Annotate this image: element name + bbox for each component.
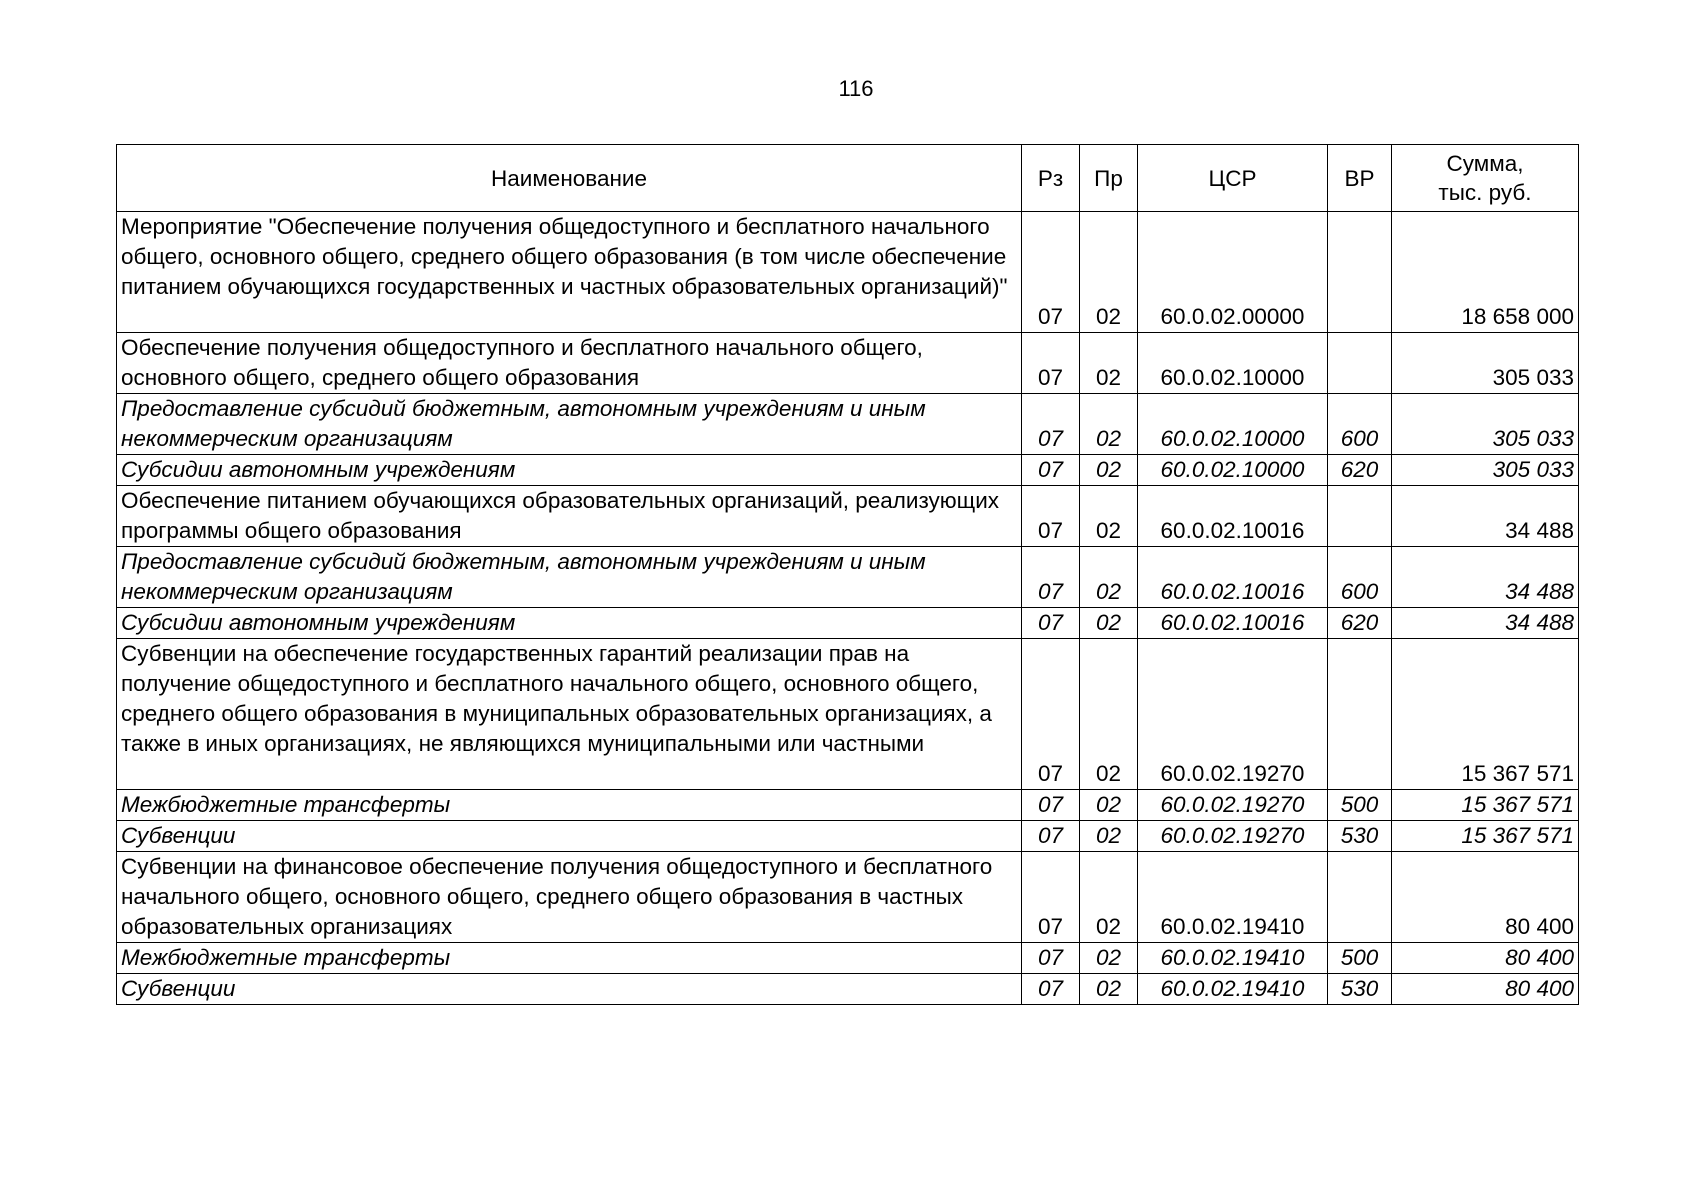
table-row [117,821,1579,852]
header-pr: Пр [1080,145,1138,212]
table-row [117,608,1579,639]
cell-csr: 60.0.02.10000 [1138,333,1328,394]
header-rz: Рз [1022,145,1080,212]
header-vr: ВР [1328,145,1392,212]
cell-sum: 305 033 [1392,455,1579,486]
cell-rz: 07 [1022,212,1080,333]
cell-name: Субвенции на обеспечение государственных гарантий реализации прав на получение общедоступного и бесплатного начального общего, основного общего, среднего общего образования в муниципальных образовательных организациях, а также в иных организациях, не являющихся муниципальными или частными [117,639,1022,790]
cell-sum: 305 033 [1392,333,1579,394]
cell-pr: 02 [1080,852,1138,943]
header-sum-line1: Сумма, [1446,151,1524,176]
cell-rz: 07 [1022,394,1080,455]
table-row [117,790,1579,821]
cell-name: Обеспечение получения общедоступного и бесплатного начального общего, основного общего, среднего общего образования [117,333,1022,394]
cell-rz: 07 [1022,821,1080,852]
cell-pr: 02 [1080,212,1138,333]
cell-pr: 02 [1080,639,1138,790]
cell-csr: 60.0.02.19410 [1138,974,1328,1005]
cell-csr: 60.0.02.19270 [1138,821,1328,852]
cell-vr [1328,486,1392,547]
cell-csr: 60.0.02.10000 [1138,394,1328,455]
cell-pr: 02 [1080,790,1138,821]
cell-rz: 07 [1022,943,1080,974]
cell-vr [1328,212,1392,333]
table-row [117,394,1579,455]
cell-pr: 02 [1080,547,1138,608]
cell-csr: 60.0.02.10016 [1138,547,1328,608]
cell-pr: 02 [1080,333,1138,394]
cell-vr [1328,852,1392,943]
cell-rz: 07 [1022,486,1080,547]
cell-name: Предоставление субсидий бюджетным, автономным учреждениям и иным некоммерческим организациям [117,547,1022,608]
table-row [117,455,1579,486]
cell-vr: 600 [1328,547,1392,608]
cell-name: Субсидии автономным учреждениям [117,608,1022,639]
cell-sum: 15 367 571 [1392,639,1579,790]
table-header-row [117,145,1579,212]
cell-name: Субсидии автономным учреждениям [117,455,1022,486]
cell-pr: 02 [1080,974,1138,1005]
cell-rz: 07 [1022,455,1080,486]
cell-vr: 600 [1328,394,1392,455]
cell-rz: 07 [1022,333,1080,394]
cell-csr: 60.0.02.10016 [1138,486,1328,547]
table-row [117,486,1579,547]
cell-csr: 60.0.02.10016 [1138,608,1328,639]
table-row [117,212,1579,333]
table-row [117,943,1579,974]
cell-csr: 60.0.02.19410 [1138,852,1328,943]
header-sum [1392,145,1579,212]
page-number: 116 [838,76,874,101]
cell-sum: 34 488 [1392,547,1579,608]
cell-pr: 02 [1080,821,1138,852]
header-name: Наименование [117,145,1022,212]
cell-rz: 07 [1022,790,1080,821]
cell-rz: 07 [1022,852,1080,943]
table-row [117,547,1579,608]
table-row [117,639,1579,790]
cell-name: Обеспечение питанием обучающихся образовательных организаций, реализующих программы общего образования [117,486,1022,547]
cell-sum: 305 033 [1392,394,1579,455]
cell-sum: 34 488 [1392,608,1579,639]
cell-sum: 15 367 571 [1392,821,1579,852]
cell-csr: 60.0.02.00000 [1138,212,1328,333]
cell-csr: 60.0.02.10000 [1138,455,1328,486]
cell-vr: 500 [1328,790,1392,821]
table-row [117,333,1579,394]
cell-rz: 07 [1022,608,1080,639]
cell-pr: 02 [1080,455,1138,486]
header-sum-line2: тыс. руб. [1438,180,1532,205]
cell-csr: 60.0.02.19270 [1138,639,1328,790]
cell-name: Предоставление субсидий бюджетным, автономным учреждениям и иным некоммерческим организациям [117,394,1022,455]
cell-name: Субвенции [117,821,1022,852]
cell-vr: 620 [1328,455,1392,486]
budget-table [116,144,1579,1005]
cell-pr: 02 [1080,394,1138,455]
cell-vr: 500 [1328,943,1392,974]
cell-name: Межбюджетные трансферты [117,790,1022,821]
cell-name: Субвенции на финансовое обеспечение получения общедоступного и бесплатного начального общего, основного общего, среднего общего образования в частных образовательных организациях [117,852,1022,943]
cell-name: Межбюджетные трансферты [117,943,1022,974]
cell-sum: 18 658 000 [1392,212,1579,333]
cell-vr: 620 [1328,608,1392,639]
cell-vr: 530 [1328,821,1392,852]
cell-pr: 02 [1080,608,1138,639]
table-row [117,852,1579,943]
cell-vr [1328,333,1392,394]
cell-sum: 80 400 [1392,852,1579,943]
cell-sum: 80 400 [1392,974,1579,1005]
cell-rz: 07 [1022,639,1080,790]
cell-rz: 07 [1022,547,1080,608]
cell-sum: 34 488 [1392,486,1579,547]
header-csr: ЦСР [1138,145,1328,212]
cell-rz: 07 [1022,974,1080,1005]
cell-csr: 60.0.02.19410 [1138,943,1328,974]
cell-pr: 02 [1080,486,1138,547]
table-row [117,974,1579,1005]
cell-sum: 80 400 [1392,943,1579,974]
cell-sum: 15 367 571 [1392,790,1579,821]
cell-name: Субвенции [117,974,1022,1005]
cell-name: Мероприятие "Обеспечение получения общедоступного и бесплатного начального общего, основного общего, среднего общего образования (в том числе обеспечение питанием обучающихся государственных и частных образовательных организаций)" [117,212,1022,333]
cell-csr: 60.0.02.19270 [1138,790,1328,821]
cell-vr [1328,639,1392,790]
cell-vr: 530 [1328,974,1392,1005]
cell-pr: 02 [1080,943,1138,974]
